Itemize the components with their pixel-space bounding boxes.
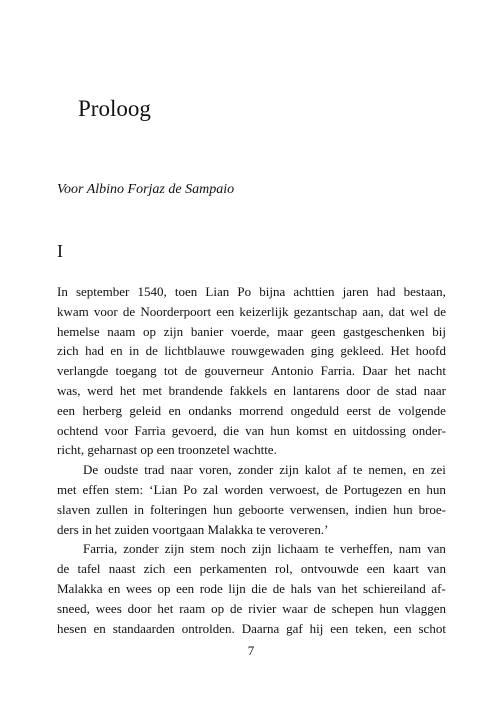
text-line: richt, geharnast op een troonzetel wachtte. bbox=[57, 442, 277, 458]
text-line: hemelse naam op zijn banier voerde, maar geen gastgeschenken bij bbox=[57, 323, 446, 339]
text-line: sneed, wees door het raam op de rivier waar de schepen hun vlaggen bbox=[57, 600, 446, 616]
text-line: zich had en in de lichtblauwe rouwgewaden ging gekleed. Het hoofd bbox=[57, 343, 446, 359]
page-number: 7 bbox=[247, 643, 255, 658]
text-line: een herberg geleid en ondanks morrend ongeduld eerst de volgende bbox=[57, 402, 446, 418]
text-line: Farria, zonder zijn stem noch zijn lichaam te verheffen, nam van bbox=[83, 541, 446, 557]
text-line: ochtend voor Farria gevoerd, die van hun komst en uitdossing onder- bbox=[57, 422, 446, 438]
text-line: In september 1540, toen Lian Po bijna achttien jaren had bestaan, bbox=[57, 284, 446, 299]
text-line: verlangde toegang tot de gouverneur Antonio Farria. Daar het nacht bbox=[57, 363, 446, 379]
text-line: kwam voor de Noorderpoort een keizerlijk gezantschap aan, dat wel de bbox=[57, 303, 446, 319]
chapter-title: Proloog bbox=[78, 96, 151, 121]
text-line: met effen stem: ‘Lian Po zal worden verwoest, de Portugezen en hun bbox=[57, 481, 446, 497]
section-number: I bbox=[57, 241, 63, 261]
text-line: de tafel naast zich een perkamenten rol, ontvouwde een kaart van bbox=[57, 561, 446, 577]
dedication: Voor Albino Forjaz de Sampaio bbox=[57, 182, 235, 197]
text-line: ders in het zuiden voortgaan Malakka te veroveren.’ bbox=[57, 521, 329, 537]
text-line: De oudste trad naar voren, zonder zijn kalot af te nemen, en zei bbox=[83, 462, 446, 478]
text-line: hesen en standaarden ontrolden. Daarna gaf hij een teken, een schot bbox=[57, 620, 446, 636]
text-line: Malakka en wees op een rode lijn die de hals van het schiereiland af- bbox=[57, 580, 446, 596]
text-line: was, werd het met brandende fakkels en lantarens door de stad naar bbox=[57, 382, 446, 398]
text-line: slaven zullen in folteringen hun geboorte verwensen, indien hun broe- bbox=[57, 501, 446, 517]
body-text bbox=[57, 282, 446, 638]
